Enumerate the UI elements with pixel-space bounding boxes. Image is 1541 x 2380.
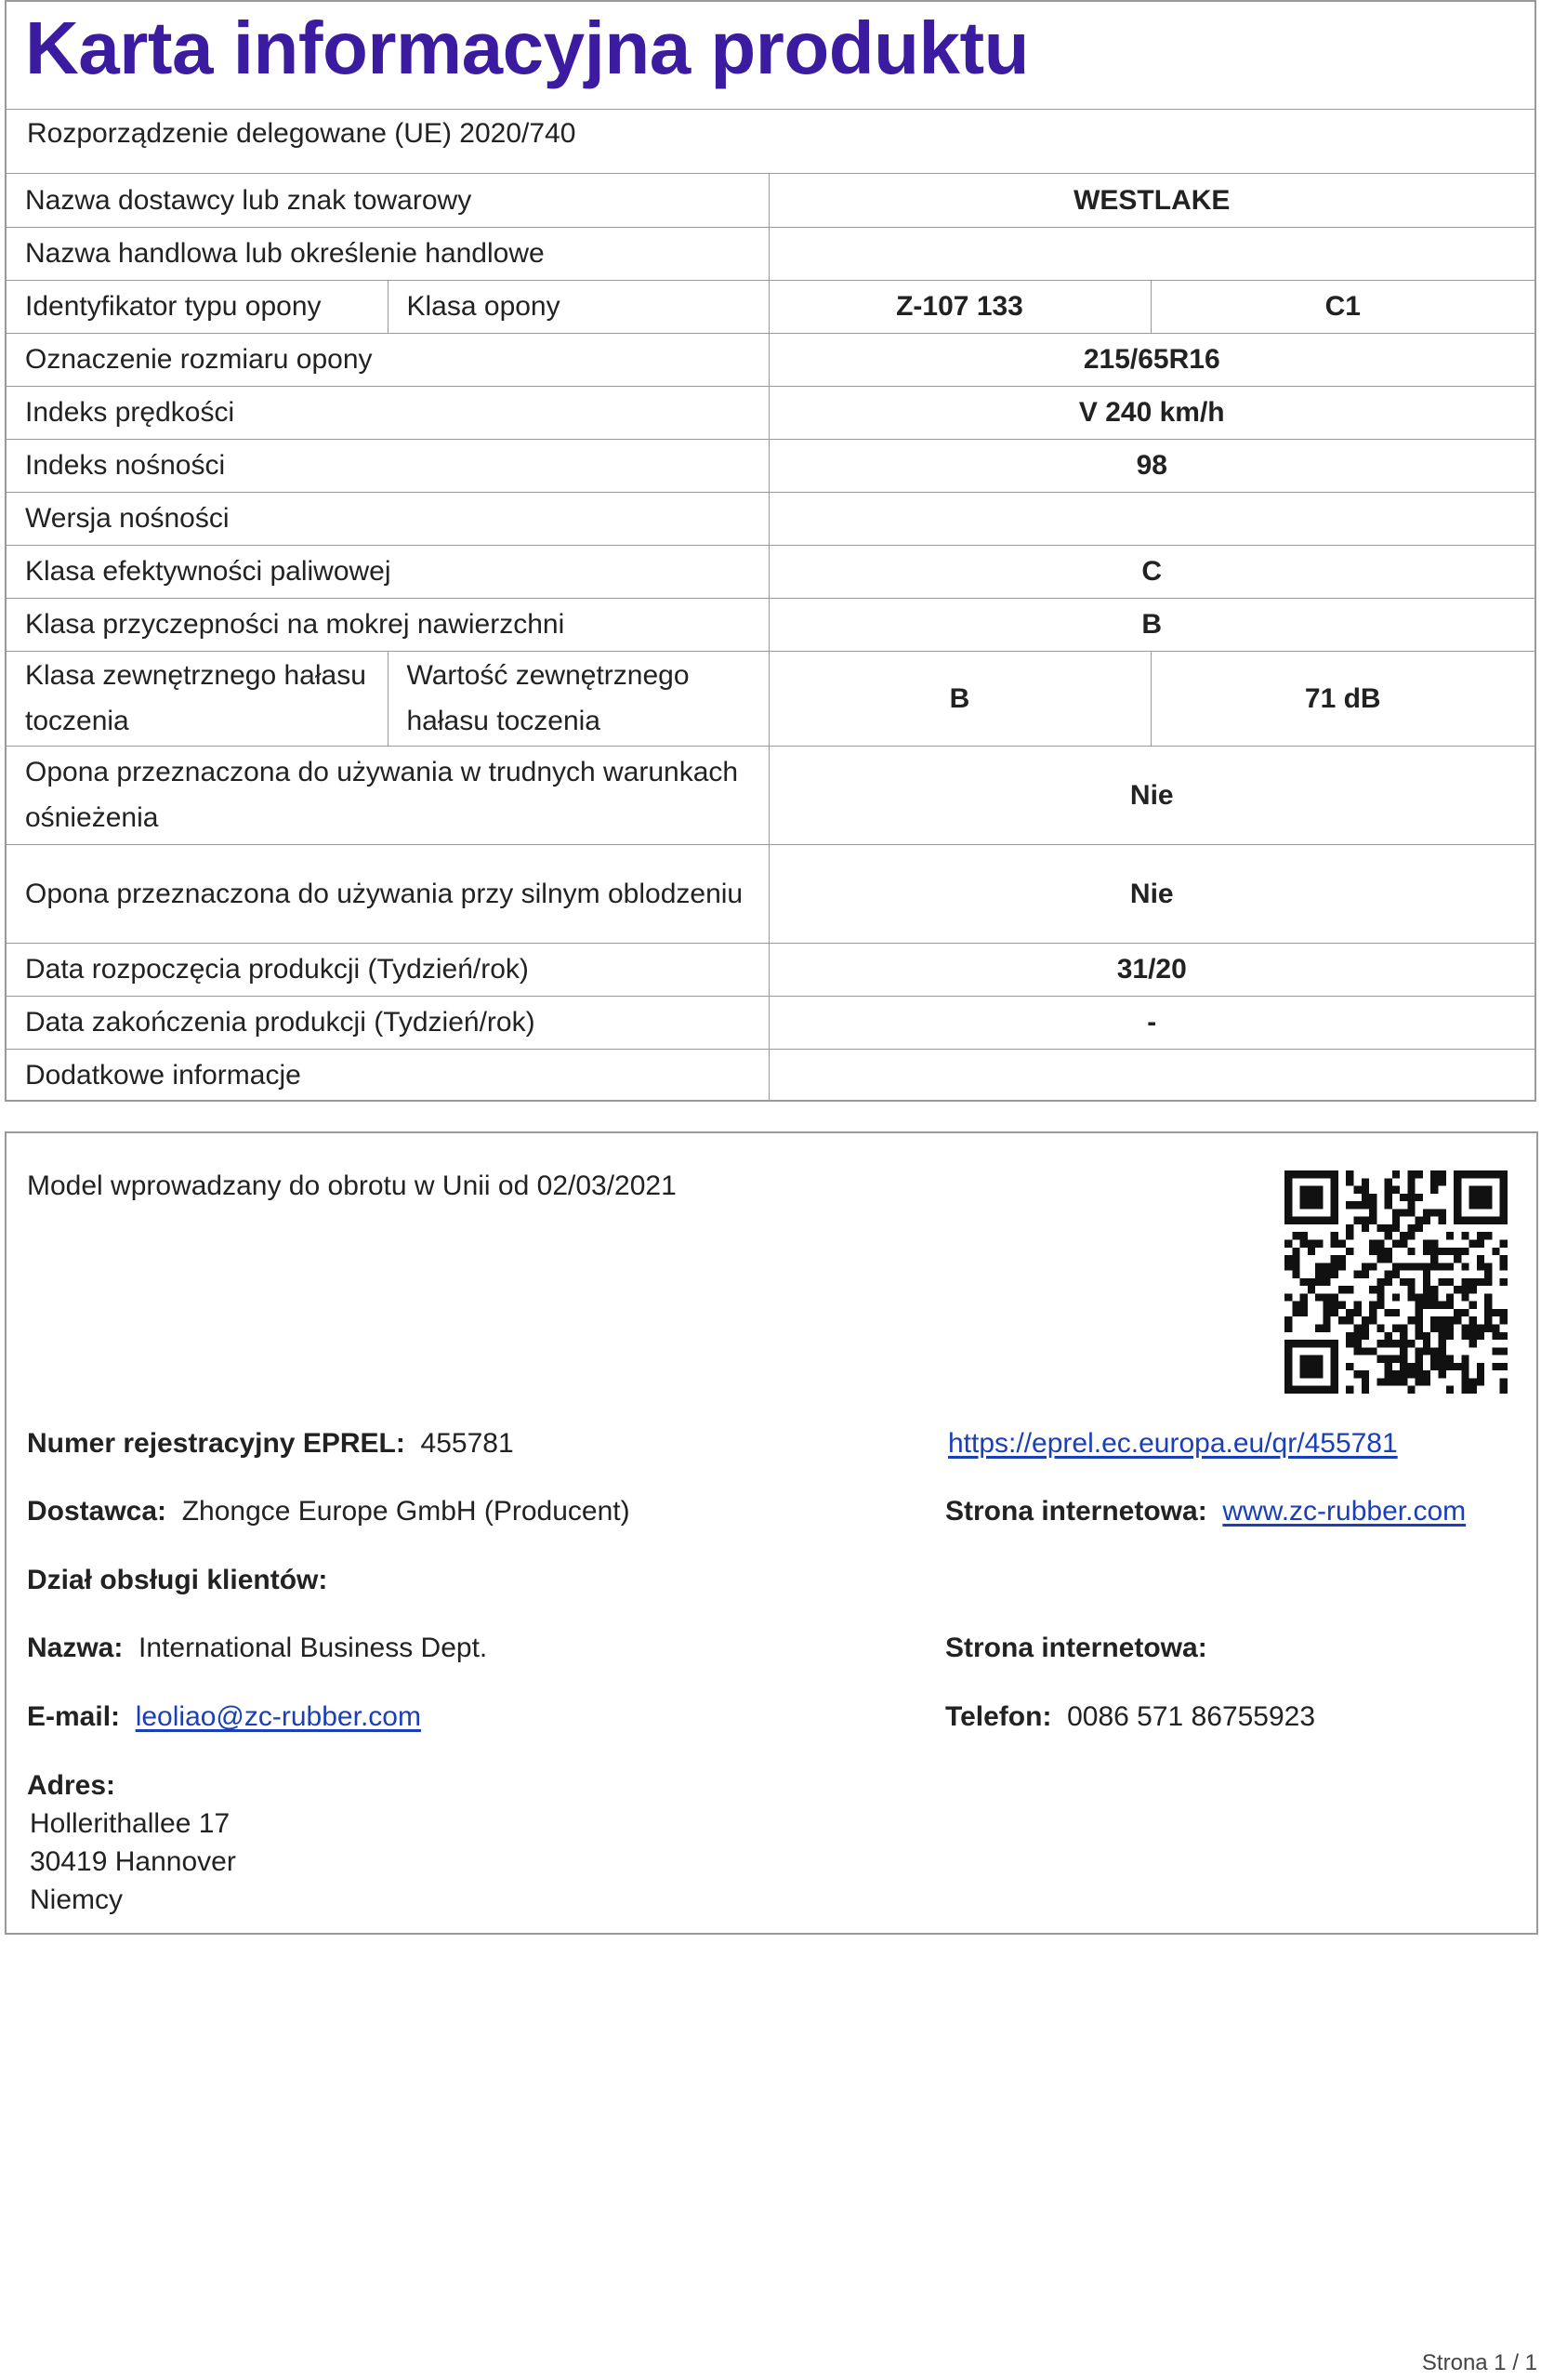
snow-value: Nie [769,746,1534,844]
size-label: Oznaczenie rozmiaru opony [7,333,769,386]
product-info-sheet [5,0,1536,1102]
table-row [7,651,1534,746]
table-row [7,746,1534,844]
trade-name-label: Nazwa handlowa lub określenie handlowe [7,227,769,280]
noise-value-value: 71 dB [1151,651,1534,746]
table-row [7,439,1534,492]
type-id-label: Identyfikator typu opony [7,280,388,333]
tyre-class-label: Klasa opony [388,280,769,333]
supplier-value: WESTLAKE [769,174,1534,227]
market-date-text: Model wprowadzany do obrotu w Unii od 02/03/2021 [27,1170,677,1201]
table-row [7,1049,1534,1102]
wet-grip-label: Klasa przyczepności na mokrej nawierzchni [7,598,769,651]
load-value: 98 [769,439,1534,492]
phone-row [945,1701,1315,1733]
supplier-label: Nazwa dostawcy lub znak towarowy [7,174,769,227]
spec-table [7,174,1534,1102]
table-row [7,386,1534,439]
speed-value: V 240 km/h [769,386,1534,439]
address-line-1: Hollerithallee 17 [30,1808,230,1839]
address-label: Adres: [27,1770,116,1801]
table-row [7,545,1534,598]
ice-value: Nie [769,844,1534,943]
eprel-link[interactable]: https://eprel.ec.europa.eu/qr/455781 [948,1428,1398,1459]
table-row [7,598,1534,651]
load-version-label: Wersja nośności [7,492,769,545]
website-row [945,1496,1466,1527]
details-box [5,1131,1538,1935]
production-start-value: 31/20 [769,943,1534,996]
fuel-class-value: C [769,545,1534,598]
table-row [7,996,1534,1049]
production-end-label: Data zakończenia produkcji (Tydzień/rok) [7,996,769,1049]
email-link[interactable]: leoliao@zc-rubber.com [135,1701,421,1732]
service-name-value: International Business Dept. [138,1633,488,1663]
page-number: Strona 1 / 1 [1421,2350,1537,2375]
table-row [7,844,1534,943]
size-value: 215/65R16 [769,333,1534,386]
address-line-2: 30419 Hannover [30,1846,236,1877]
website-link[interactable]: www.zc-rubber.com [1222,1496,1467,1527]
eprel-row [27,1428,514,1460]
production-end-value: - [769,996,1534,1049]
wet-grip-value: B [769,598,1534,651]
address-line-3: Niemcy [30,1884,124,1915]
production-start-label: Data rozpoczęcia produkcji (Tydzień/rok) [7,943,769,996]
eprel-label: Numer rejestracyjny EPREL: [27,1428,405,1459]
website-label: Strona internetowa: [945,1496,1207,1527]
noise-class-label: Klasa zewnętrznego hałasu toczenia [7,651,388,746]
ice-label: Opona przeznaczona do używania przy silnym oblodzeniu [7,844,769,943]
table-row [7,174,1534,227]
customer-service-heading: Dział obsługi klientów: [27,1565,328,1595]
type-id-value: Z-107 133 [769,280,1151,333]
noise-class-value: B [769,651,1151,746]
qr-code-icon[interactable] [1284,1170,1508,1394]
page-title: Karta informacyjna produktu [25,7,1030,89]
service-website-label: Strona internetowa: [945,1633,1207,1663]
snow-label: Opona przeznaczona do używania w trudnych warunkach ośnieżenia [7,746,769,844]
service-name-label: Nazwa: [27,1633,124,1663]
trade-name-value [769,227,1534,280]
noise-value-label: Wartość zewnętrznego hałasu toczenia [388,651,769,746]
supplier-row [27,1496,630,1527]
table-row [7,227,1534,280]
email-row [27,1701,421,1733]
table-row [7,943,1534,996]
service-name-row [27,1633,487,1664]
supplier-detail-label: Dostawca: [27,1496,167,1527]
subtitle-cell [7,110,1534,174]
regulation-subtitle: Rozporządzenie delegowane (UE) 2020/740 [27,118,576,149]
phone-label: Telefon: [945,1701,1052,1732]
load-label: Indeks nośności [7,439,769,492]
speed-label: Indeks prędkości [7,386,769,439]
load-version-value [769,492,1534,545]
supplier-detail-value: Zhongce Europe GmbH (Producent) [181,1496,630,1527]
table-row [7,333,1534,386]
email-label: E-mail: [27,1701,121,1732]
tyre-class-value: C1 [1151,280,1534,333]
eprel-link-row [948,1428,1398,1460]
eprel-number: 455781 [420,1428,514,1459]
phone-value: 0086 571 86755923 [1067,1701,1316,1732]
title-cell [7,2,1534,110]
table-row [7,492,1534,545]
fuel-class-label: Klasa efektywności paliwowej [7,545,769,598]
extra-info-value [769,1049,1534,1102]
table-row [7,280,1534,333]
extra-info-label: Dodatkowe informacje [7,1049,769,1102]
